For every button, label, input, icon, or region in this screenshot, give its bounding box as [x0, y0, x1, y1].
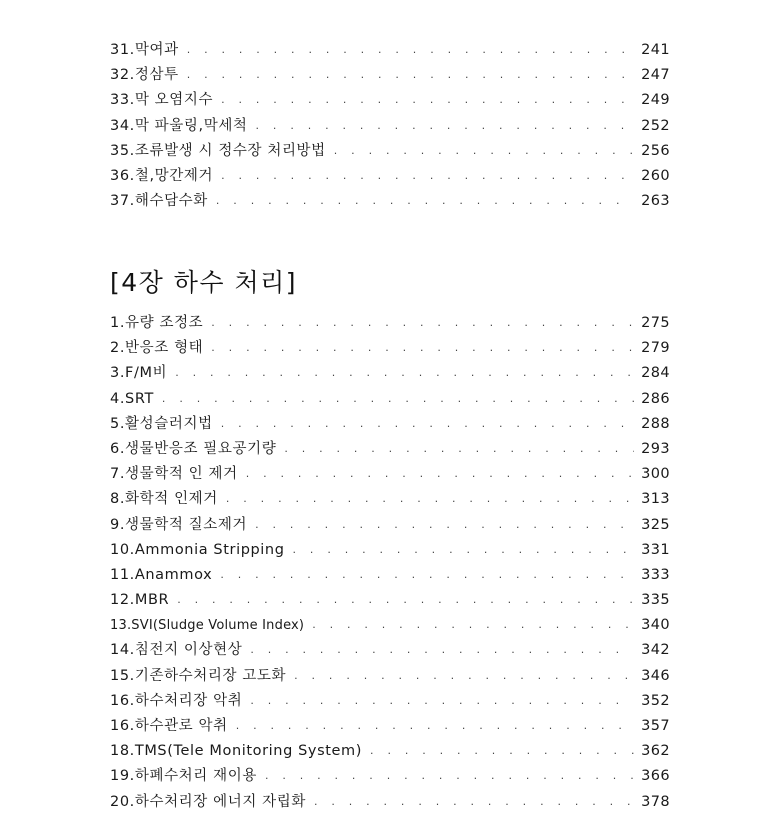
toc-entry-page: 340	[641, 617, 670, 634]
toc-entry-required-air[interactable]	[110, 437, 670, 462]
toc-entry-anammox[interactable]	[110, 563, 670, 588]
toc-entry-membrane-fouling-index[interactable]	[110, 88, 670, 113]
toc-entry-reactor-type[interactable]	[110, 336, 670, 361]
toc-entry-label: 16.하수관로 악취	[110, 718, 228, 734]
dot-leader	[250, 688, 634, 713]
toc-entry-label: 35.조류발생 시 정수장 처리방법	[110, 142, 326, 159]
toc-entry-page: 275	[641, 315, 670, 331]
toc-entry-label: 14.침전지 이상현상	[110, 642, 243, 659]
toc-entry-label: 32.정삼투	[110, 67, 179, 84]
toc-entry-label: 12.MBR	[110, 592, 170, 609]
dot-leader	[220, 562, 634, 587]
dot-leader	[187, 62, 634, 87]
toc-entry-fm-ratio[interactable]	[110, 361, 670, 386]
toc-entry-label: 10.Ammonia Stripping	[110, 541, 285, 558]
toc-entry-tms[interactable]	[110, 739, 670, 764]
dot-leader	[256, 113, 634, 138]
toc-entry-label: 8.화학적 인제거	[110, 491, 218, 508]
toc-entry-page: 279	[641, 340, 670, 357]
toc-section-water-treatment	[110, 38, 670, 214]
toc-entry-page: 293	[641, 440, 670, 457]
dot-leader	[284, 436, 634, 461]
toc-entry-label: 34.막 파울링,막세척	[110, 117, 248, 134]
toc-entry-page: 241	[641, 42, 670, 58]
dot-leader	[226, 486, 634, 511]
dot-leader	[177, 587, 634, 612]
dot-leader	[236, 713, 634, 738]
chapter-title: [4장 하수 처리]	[110, 268, 298, 297]
dot-leader	[293, 537, 634, 562]
toc-entry-label: 19.하폐수처리 재이용	[110, 768, 257, 785]
dot-leader	[211, 310, 634, 335]
toc-entry-settling-tank-problems[interactable]	[110, 638, 670, 663]
toc-entry-label: 1.유량 조정조	[110, 315, 204, 331]
dot-leader	[221, 87, 634, 112]
dot-leader	[265, 763, 634, 788]
dot-leader	[221, 163, 634, 188]
toc-entry-membrane-fouling-cleaning[interactable]	[110, 114, 670, 139]
toc-entry-page: 325	[641, 516, 670, 533]
toc-entry-label: 9.생물학적 질소제거	[110, 516, 248, 533]
toc-entry-srt[interactable]	[110, 387, 670, 412]
toc-entry-mbr[interactable]	[110, 588, 670, 613]
toc-entry-label: 5.활성슬러지법	[110, 415, 213, 432]
toc-entry-iron-manganese-removal[interactable]	[110, 164, 670, 189]
toc-entry-label: 11.Anammox	[110, 566, 213, 583]
toc-entry-label: 16.하수처리장 악취	[110, 692, 243, 709]
toc-entry-activated-sludge[interactable]	[110, 412, 670, 437]
toc-entry-forward-osmosis[interactable]	[110, 63, 670, 88]
dot-leader	[211, 335, 634, 360]
toc-entry-page: 333	[641, 566, 670, 583]
toc-entry-page: 256	[641, 142, 670, 159]
toc-entry-page: 366	[641, 768, 670, 785]
dot-leader	[187, 37, 634, 62]
toc-entry-desalination[interactable]	[110, 189, 670, 214]
toc-entry-label: 31.막여과	[110, 42, 179, 58]
toc-entry-label: 18.TMS(Tele Monitoring System)	[110, 743, 363, 760]
toc-entry-page: 247	[641, 67, 670, 84]
dot-leader	[246, 461, 634, 486]
toc-entry-plant-odor[interactable]	[110, 689, 670, 714]
toc-entry-page: 357	[641, 718, 670, 734]
toc-entry-label: 7.생물학적 인 제거	[110, 466, 238, 483]
toc-entry-page: 378	[641, 793, 670, 810]
toc-section-sewage-treatment	[110, 311, 670, 815]
toc-entry-page: 252	[641, 117, 670, 134]
toc-entry-flow-equalization[interactable]	[110, 311, 670, 336]
toc-entry-label: 36.철,망간제거	[110, 167, 214, 184]
toc-entry-page: 284	[641, 365, 670, 382]
toc-entry-wastewater-reuse[interactable]	[110, 764, 670, 789]
toc-entry-algae-bloom-treatment[interactable]	[110, 139, 670, 164]
toc-entry-label: 37.해수담수화	[110, 193, 208, 210]
toc-entry-page: 331	[641, 541, 670, 558]
dot-leader	[216, 188, 634, 213]
dot-leader	[370, 738, 634, 763]
toc-entry-svi[interactable]	[110, 613, 670, 638]
toc-entry-chemical-phosphorus-removal[interactable]	[110, 487, 670, 512]
toc-entry-label: 3.F/M비	[110, 365, 168, 382]
toc-entry-sewer-odor[interactable]	[110, 714, 670, 739]
toc-entry-biological-phosphorus-removal[interactable]	[110, 462, 670, 487]
toc-entry-energy-self-sufficiency[interactable]	[110, 790, 670, 815]
dot-leader	[312, 612, 634, 637]
dot-leader	[162, 386, 634, 411]
toc-entry-page: 300	[641, 466, 670, 483]
dot-leader	[334, 138, 634, 163]
toc-entry-label: 15.기존하수처리장 고도화	[110, 667, 287, 684]
toc-entry-page: 346	[641, 667, 670, 684]
toc-entry-label: 20.하수처리장 에너지 자립화	[110, 793, 306, 810]
toc-entry-page: 260	[641, 167, 670, 184]
toc-entry-label: 6.생물반응조 필요공기량	[110, 440, 277, 457]
toc-entry-label: 13.SVI(Sludge Volume Index)	[110, 618, 305, 634]
toc-entry-page: 288	[641, 415, 670, 432]
dot-leader	[175, 360, 634, 385]
toc-entry-page: 335	[641, 592, 670, 609]
toc-entry-page: 362	[641, 743, 670, 760]
toc-entry-page: 249	[641, 92, 670, 109]
toc-entry-page: 286	[641, 390, 670, 407]
toc-entry-plant-upgrade[interactable]	[110, 664, 670, 689]
dot-leader	[255, 512, 634, 537]
toc-entry-page: 263	[641, 193, 670, 210]
toc-entry-membrane-filtration[interactable]	[110, 38, 670, 63]
toc-entry-label: 33.막 오염지수	[110, 92, 214, 109]
dot-leader	[250, 637, 634, 662]
toc-entry-label: 4.SRT	[110, 390, 154, 407]
toc-entry-biological-nitrogen-removal[interactable]	[110, 513, 670, 538]
dot-leader	[314, 789, 634, 814]
toc-entry-page: 342	[641, 642, 670, 659]
dot-leader	[294, 663, 634, 688]
dot-leader	[221, 411, 634, 436]
toc-entry-page: 313	[641, 491, 670, 508]
toc-entry-ammonia-stripping[interactable]	[110, 538, 670, 563]
toc-entry-page: 352	[641, 692, 670, 709]
toc-entry-label: 2.반응조 형태	[110, 340, 204, 357]
